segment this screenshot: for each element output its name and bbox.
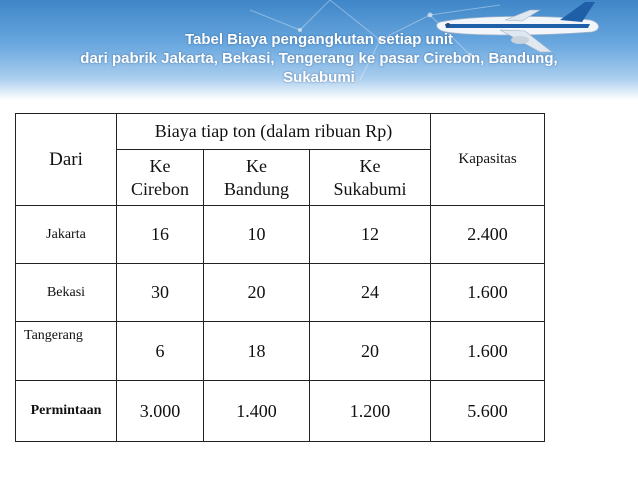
cell-demand: 1.200	[310, 381, 431, 442]
header-dest-sukabumi: Ke Sukabumi	[310, 150, 431, 206]
title-line-3: Sukabumi	[283, 69, 355, 86]
cell-demand: 3.000	[117, 381, 204, 442]
cell-value: 20	[204, 264, 310, 322]
cell-value: 30	[117, 264, 204, 322]
cell-demand: 1.400	[204, 381, 310, 442]
cell-total: 5.600	[431, 381, 545, 442]
header-cost-group: Biaya tiap ton (dalam ribuan Rp)	[117, 114, 431, 150]
cell-value: 18	[204, 322, 310, 381]
cell-value: 24	[310, 264, 431, 322]
cell-value: 12	[310, 206, 431, 264]
row-label: Bekasi	[16, 264, 117, 322]
header-dest-bandung: Ke Bandung	[204, 150, 310, 206]
cell-value: 20	[310, 322, 431, 381]
title-line-1: Tabel Biaya pengangkutan setiap unit	[184, 31, 454, 48]
table-row	[16, 322, 545, 381]
header-from: Dari	[16, 114, 117, 206]
title-line-2: dari pabrik Jakarta, Bekasi, Tengerang ke pasar Cirebon, Bandung,	[80, 50, 558, 67]
slide-title	[0, 30, 638, 87]
cell-capacity: 2.400	[431, 206, 545, 264]
table-row	[16, 264, 545, 322]
header-capacity: Kapasitas	[431, 114, 545, 206]
table-row	[16, 206, 545, 264]
transport-cost-table	[15, 113, 545, 442]
cell-capacity: 1.600	[431, 322, 545, 381]
cell-capacity: 1.600	[431, 264, 545, 322]
cell-value: 16	[117, 206, 204, 264]
cell-value: 6	[117, 322, 204, 381]
header-dest-cirebon: Ke Cirebon	[117, 150, 204, 206]
table-row-demand	[16, 381, 545, 442]
row-label-demand: Permintaan	[16, 381, 117, 442]
row-label: Jakarta	[16, 206, 117, 264]
row-label: Tangerang	[16, 322, 117, 381]
cell-value: 10	[204, 206, 310, 264]
